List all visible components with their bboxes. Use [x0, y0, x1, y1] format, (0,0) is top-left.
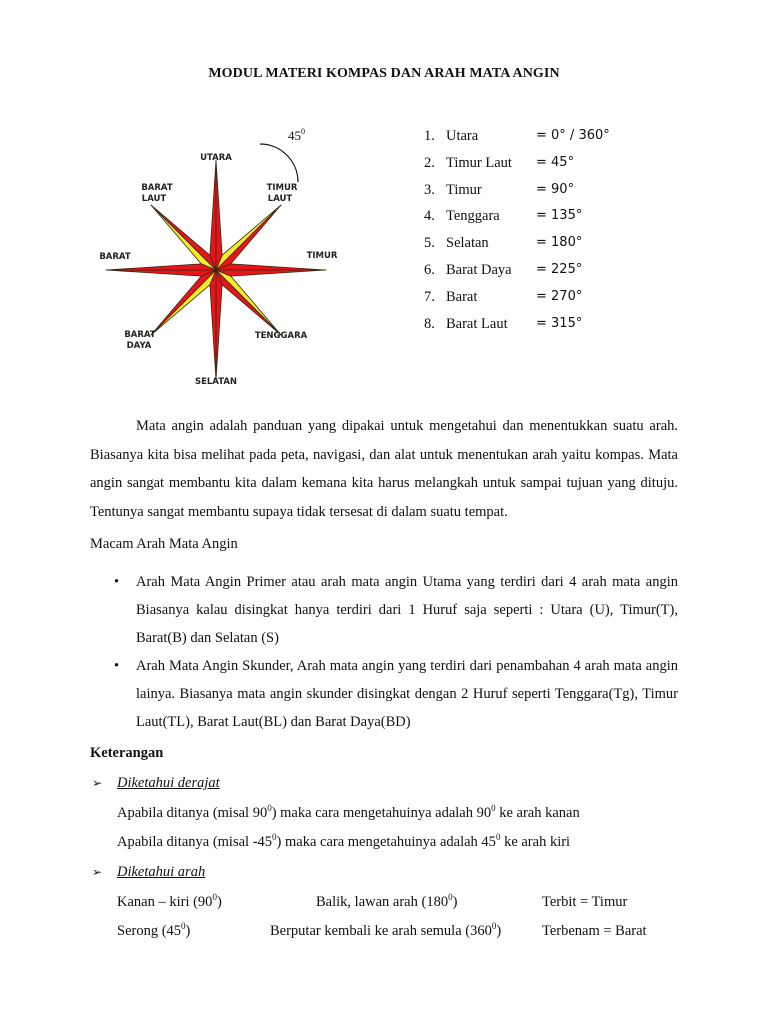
direction-number: 2.	[424, 154, 435, 171]
star-point-secondary	[216, 270, 281, 335]
label-utara: UTARA	[200, 153, 232, 163]
label-barat-daya-1: BARAT	[124, 330, 156, 340]
star-point-primary	[210, 270, 216, 380]
intro-paragraph: Mata angin adalah panduan yang dipakai untuk mengetahui dan menentukkan suatu arah. Biasanya kita bisa melihat pada peta, navigasi, dan alat untuk menentukan arah yaitu kompas. Mata angin sangat membantu kita dalam kemana kita harus melangkah untuk sampai tujuan yang dituju. Tentunya sangat membantu supaya tidak tersesat di dalam suatu tempat.	[90, 418, 678, 520]
direction-item	[424, 260, 684, 287]
page-title: MODUL MATERI KOMPAS DAN ARAH MATA ANGIN	[208, 66, 560, 81]
star-point-secondary	[151, 270, 216, 335]
diketahui-derajat-heading: ➢ Diketahui derajat	[92, 771, 220, 795]
derajat-line-2: Apabila ditanya (misal $-45^0$) maka cara mengetahuinya adalah $45^0$ ke arah kiri	[117, 832, 571, 850]
label-barat-laut-2: LAUT	[141, 194, 167, 204]
direction-number: 6.	[424, 261, 435, 278]
label-barat-laut-1: BARAT	[141, 183, 173, 193]
direction-name: Selatan	[446, 235, 489, 252]
bullet-icon: •	[114, 574, 120, 590]
arrow-bullet-icon: ➢	[92, 776, 103, 790]
label-tenggara: TENGGARA	[254, 331, 308, 341]
direction-number: 8.	[424, 315, 435, 332]
direction-degree: = 225°	[536, 261, 583, 277]
diketahui-arah-heading: ➢ Diketahui arah	[92, 860, 205, 884]
direction-degree: = 315°	[536, 315, 583, 331]
arah-row1-col3: Terbit = Timur	[542, 894, 628, 910]
direction-name: Tenggara	[446, 208, 500, 225]
direction-item	[424, 287, 684, 314]
bullet-list	[90, 568, 678, 736]
direction-item	[424, 206, 684, 233]
label-barat-daya-2: DAYA	[126, 341, 152, 351]
keterangan-title: Keterangan	[90, 745, 164, 761]
direction-name: Barat Daya	[446, 261, 512, 278]
star-point-primary	[216, 270, 326, 276]
label-timur: TIMUR	[306, 251, 338, 261]
direction-number: 4.	[424, 208, 435, 225]
angle-arc	[260, 144, 298, 182]
direction-degree: = 0° / 360°	[536, 128, 610, 143]
arah-row1-col1: Kanan – kiri $(90^0)$	[117, 892, 222, 910]
arah-row1-col2: Balik, lawan arah $(180^0)$	[316, 892, 458, 910]
direction-degree: = 270°	[536, 288, 583, 304]
direction-degree: = 45°	[536, 154, 575, 170]
arah-row2-col2: Berputar kembali ke arah semula $(360^0)$	[270, 921, 502, 939]
direction-name: Barat Laut	[446, 315, 508, 332]
star-point-secondary	[216, 205, 281, 270]
list-item: • Arah Mata Angin Primer atau arah mata angin Utama yang terdiri dari 4 arah mata angin Biasanya kalau disingkat hanya terdiri dari 1 Huruf saja seperti : Utara (U), Timur(T), Barat(B) dan Selatan (S)	[90, 568, 678, 652]
list-item: • Arah Mata Angin Skunder, Arah mata angin yang terdiri dari penambahan 4 arah mata angin lainya. Biasanya mata angin skunder disingkat dengan 2 Huruf seperti Tenggara(Tg), Timur Laut(TL), Barat Laut(BL) dan Barat Daya(BD)	[90, 652, 678, 736]
angle-label: $45^0$	[288, 127, 305, 143]
compass-rose-diagram	[90, 118, 350, 398]
star-point-primary	[106, 264, 216, 270]
direction-item	[424, 153, 684, 180]
direction-item	[424, 233, 684, 260]
label-timur-laut-1: TIMUR	[266, 183, 298, 193]
direction-degree-list	[424, 126, 684, 340]
direction-number: 7.	[424, 288, 435, 305]
bullet-icon: •	[114, 658, 120, 674]
star-point-secondary	[151, 205, 216, 270]
direction-number: 5.	[424, 235, 435, 252]
star-point-primary	[216, 264, 326, 270]
direction-name: Timur	[446, 181, 482, 198]
star-point-primary	[216, 160, 222, 270]
direction-degree: = 135°	[536, 208, 583, 224]
direction-name: Utara	[446, 128, 479, 144]
star-point-primary	[210, 160, 216, 270]
direction-item	[424, 126, 684, 153]
macam-heading: Macam Arah Mata Angin	[90, 536, 238, 552]
arah-row2-col1: Serong $(45^0)$	[117, 921, 191, 939]
direction-number: 3.	[424, 181, 435, 198]
derajat-line-1: Apabila ditanya (misal $90^0$) maka cara mengetahuinya adalah $90^0$ ke arah kanan	[117, 803, 580, 821]
direction-degree: = 180°	[536, 235, 583, 251]
direction-number: 1.	[424, 128, 435, 144]
label-barat: BARAT	[99, 252, 131, 262]
direction-item	[424, 180, 684, 207]
direction-item	[424, 314, 684, 341]
direction-name: Barat	[446, 288, 478, 305]
star-point-primary	[106, 270, 216, 276]
arah-row2-col3: Terbenam = Barat	[542, 923, 647, 939]
arrow-bullet-icon: ➢	[92, 865, 103, 879]
direction-name: Timur Laut	[446, 154, 512, 171]
label-timur-laut-2: LAUT	[267, 194, 293, 204]
direction-degree: = 90°	[536, 181, 575, 197]
label-selatan: SELATAN	[194, 377, 238, 387]
star-point-primary	[216, 270, 222, 380]
